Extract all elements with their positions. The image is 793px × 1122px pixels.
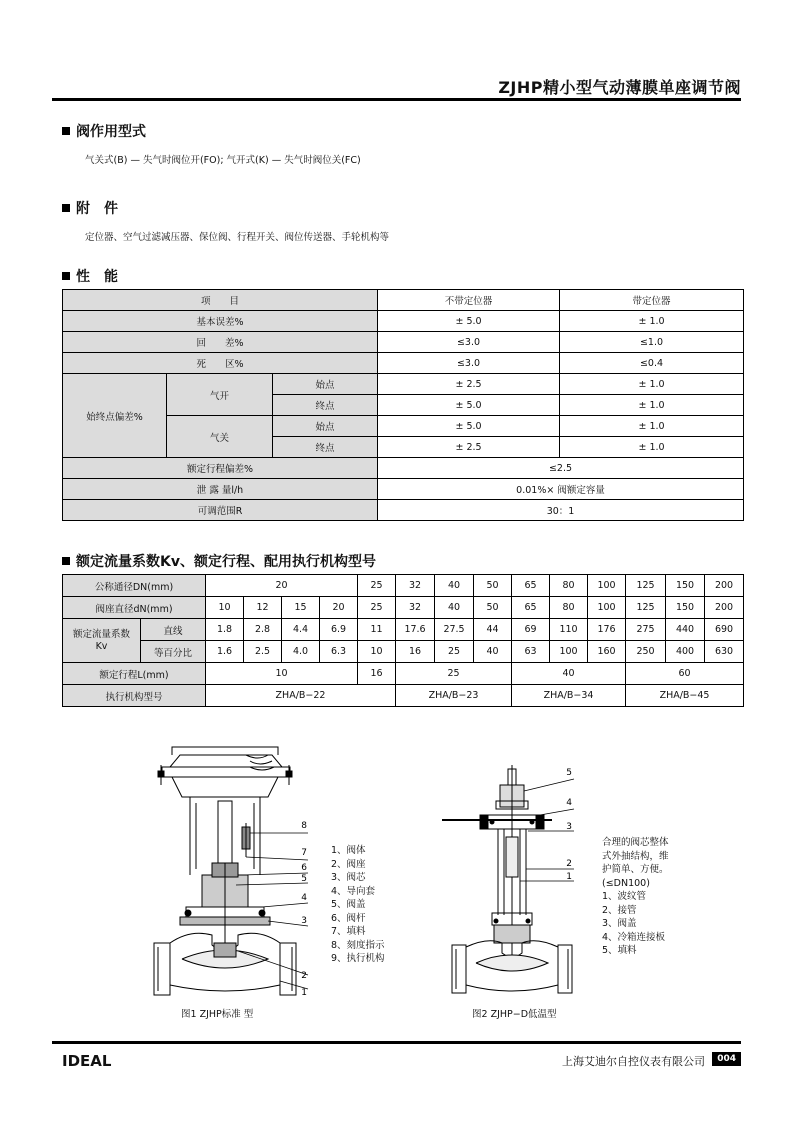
row-sublabel: 等百分比 [141,641,206,663]
table-row [63,641,744,663]
section-title: 附 件 [76,201,118,217]
cell: ± 5.0 [378,311,560,332]
legend-item: 7、填料 [331,926,366,937]
cell: 17.6 [396,619,435,641]
cell: 125 [626,597,666,619]
cell: 10 [206,663,358,685]
cell: 690 [705,619,744,641]
flow-coefficient-table [62,574,744,707]
cell: ± 5.0 [378,416,560,437]
cell: 20 [320,597,358,619]
header-divider [52,98,741,101]
cell: 4.0 [282,641,320,663]
cell: ± 2.5 [378,437,560,458]
figure1-caption: 图1 ZJHP标准 型 [181,1009,254,1020]
cell: ≤3.0 [378,332,560,353]
header-cell: 带定位器 [560,290,744,311]
cell: 80 [550,597,588,619]
row-sublabel: 气关 [167,416,273,458]
cell: 40 [435,597,474,619]
cell: 1.6 [206,641,244,663]
legend-item: 1、波纹管 [602,891,647,902]
callout-label: 1 [301,988,307,998]
cell: 65 [512,575,550,597]
row-sublabel: 终点 [273,437,378,458]
cell: 63 [512,641,550,663]
row-label: 额定流量系数Kv [63,619,141,663]
callout-label: 5 [301,874,307,884]
performance-table [62,289,744,521]
callout-label: 3 [301,916,307,926]
table-row [63,353,744,374]
cell: 32 [396,575,435,597]
cell: 25 [396,663,512,685]
callout-label: 4 [301,893,307,903]
callout-label: 2 [566,859,572,869]
legend-item: 6、阀杆 [331,912,366,924]
bullet-square-icon [62,127,70,135]
cell: 250 [626,641,666,663]
cell: 60 [626,663,744,685]
figure2-valve-drawing [440,765,580,1005]
legend-item: 3、阀芯 [331,872,366,883]
cell: 32 [396,597,435,619]
cell: 40 [435,575,474,597]
cell: 44 [474,619,512,641]
table-row [63,311,744,332]
footer-divider [52,1041,741,1044]
cell: ≤2.5 [378,458,744,479]
table-row [63,458,744,479]
row-label: 阀座直径dN(mm) [63,597,206,619]
table-row [63,374,744,395]
row-label: 泄 露 量l/h [63,479,378,500]
figure2-legend [602,836,669,958]
cell: 50 [474,575,512,597]
table-row [63,575,744,597]
row-sublabel: 直线 [141,619,206,641]
cell: 25 [358,575,396,597]
cell: 275 [626,619,666,641]
table-row [63,597,744,619]
cell: 125 [626,575,666,597]
row-label: 回 差% [63,332,378,353]
document-title: ZJHP精小型气动薄膜单座调节阀 [498,78,741,97]
cell: 20 [206,575,358,597]
header-cell: 不带定位器 [378,290,560,311]
cell: 65 [512,597,550,619]
callout-label: 5 [566,768,572,778]
section-heading-action-type [62,121,146,141]
cell: ZHA/B−34 [512,685,626,707]
cell: ZHA/B−22 [206,685,396,707]
note-line: 合理的阀芯整体 [602,837,669,848]
row-label: 执行机构型号 [63,685,206,707]
section-heading-performance [62,266,118,286]
cell: ≤1.0 [560,332,744,353]
cell: 440 [666,619,705,641]
cell: ± 5.0 [378,395,560,416]
cell: 2.5 [244,641,282,663]
table-row [63,685,744,707]
figure2-caption: 图2 ZJHP−D低温型 [472,1009,557,1020]
callout-label: 8 [301,821,307,831]
section-heading-flow [62,551,376,571]
callout-label: 7 [301,848,307,858]
cell: 6.9 [320,619,358,641]
cell: ZHA/B−23 [396,685,512,707]
cell: 10 [206,597,244,619]
cell: 12 [244,597,282,619]
section-title: 额定流量系数Kv、额定行程、配用执行机构型号 [76,554,376,570]
cell: 110 [550,619,588,641]
section-title: 性 能 [76,269,118,285]
legend-item: 2、接管 [602,904,637,916]
cell: 100 [550,641,588,663]
cell: ± 1.0 [560,311,744,332]
company-name: 上海艾迪尔自控仪表有限公司 [562,1055,705,1068]
cell: 10 [358,641,396,663]
cell: 40 [512,663,626,685]
row-label: 额定行程L(mm) [63,663,206,685]
row-sublabel: 始点 [273,416,378,437]
callout-label: 6 [301,863,307,873]
cell: 4.4 [282,619,320,641]
note-line: (≤DN100) [602,877,650,889]
legend-item: 3、阀盖 [602,918,637,929]
cell: 50 [474,597,512,619]
legend-item: 5、填料 [602,945,637,956]
figure1-legend [331,844,385,966]
cell: 15 [282,597,320,619]
table-row [63,332,744,353]
row-sublabel: 气开 [167,374,273,416]
callout-label: 4 [566,798,572,808]
cell: 25 [435,641,474,663]
accessories-text: 定位器、空气过滤减压器、保位阀、行程开关、阀位传送器、手轮机构等 [85,232,390,243]
header-cell: 项 目 [63,290,378,311]
cell: 150 [666,575,705,597]
cell: 16 [396,641,435,663]
cell: 2.8 [244,619,282,641]
legend-item: 9、执行机构 [331,953,385,964]
legend-item: 4、导向套 [331,885,376,897]
action-type-text: 气关式(B) — 失气时阀位开(FO); 气开式(K) — 失气时阀位关(FC) [85,155,361,166]
note-line: 式外抽结构，维 [602,850,669,862]
bullet-square-icon [62,204,70,212]
cell: 0.01%× 阀额定容量 [378,479,744,500]
legend-item: 2、阀座 [331,858,366,870]
cell: ± 1.0 [560,416,744,437]
legend-item: 4、冷箱连接板 [602,931,666,943]
row-sublabel: 终点 [273,395,378,416]
table-row [63,290,744,311]
bullet-square-icon [62,557,70,565]
cell: 69 [512,619,550,641]
cell: 25 [358,597,396,619]
brand-logo: IDEAL [62,1052,112,1070]
table-row [63,500,744,521]
cell: ≤3.0 [378,353,560,374]
cell: 1.8 [206,619,244,641]
cell: 150 [666,597,705,619]
cell: 11 [358,619,396,641]
cell: 176 [588,619,626,641]
note-line: 护简单、方便。 [602,864,669,875]
cell: 400 [666,641,705,663]
callout-label: 2 [301,971,307,981]
cell: 100 [588,575,626,597]
cell: ≤0.4 [560,353,744,374]
cell: 16 [358,663,396,685]
figure1-valve-drawing [150,745,315,1005]
cell: 200 [705,575,744,597]
cell: 80 [550,575,588,597]
cell: 100 [588,597,626,619]
row-label: 基本误差% [63,311,378,332]
cell: 30：1 [378,500,744,521]
section-title: 阀作用型式 [76,124,146,140]
cell: ± 1.0 [560,374,744,395]
legend-item: 5、阀盖 [331,899,366,910]
legend-item: 8、刻度指示 [331,939,385,951]
page-number: 004 [712,1052,741,1066]
table-row [63,663,744,685]
cell: 200 [705,597,744,619]
cell: 630 [705,641,744,663]
row-label: 公称通径DN(mm) [63,575,206,597]
row-label: 可调范围R [63,500,378,521]
section-heading-accessories [62,198,118,218]
cell: 27.5 [435,619,474,641]
table-row [63,619,744,641]
cell: ± 1.0 [560,395,744,416]
cell: 6.3 [320,641,358,663]
legend-item: 1、阀体 [331,845,366,856]
cell: 40 [474,641,512,663]
cell: ± 1.0 [560,437,744,458]
table-row [63,479,744,500]
callout-label: 1 [566,872,572,882]
row-label: 始终点偏差% [63,374,167,458]
cell: ZHA/B−45 [626,685,744,707]
cell: 160 [588,641,626,663]
row-label: 额定行程偏差% [63,458,378,479]
cell: ± 2.5 [378,374,560,395]
callout-label: 3 [566,822,572,832]
row-sublabel: 始点 [273,374,378,395]
row-label: 死 区% [63,353,378,374]
bullet-square-icon [62,272,70,280]
